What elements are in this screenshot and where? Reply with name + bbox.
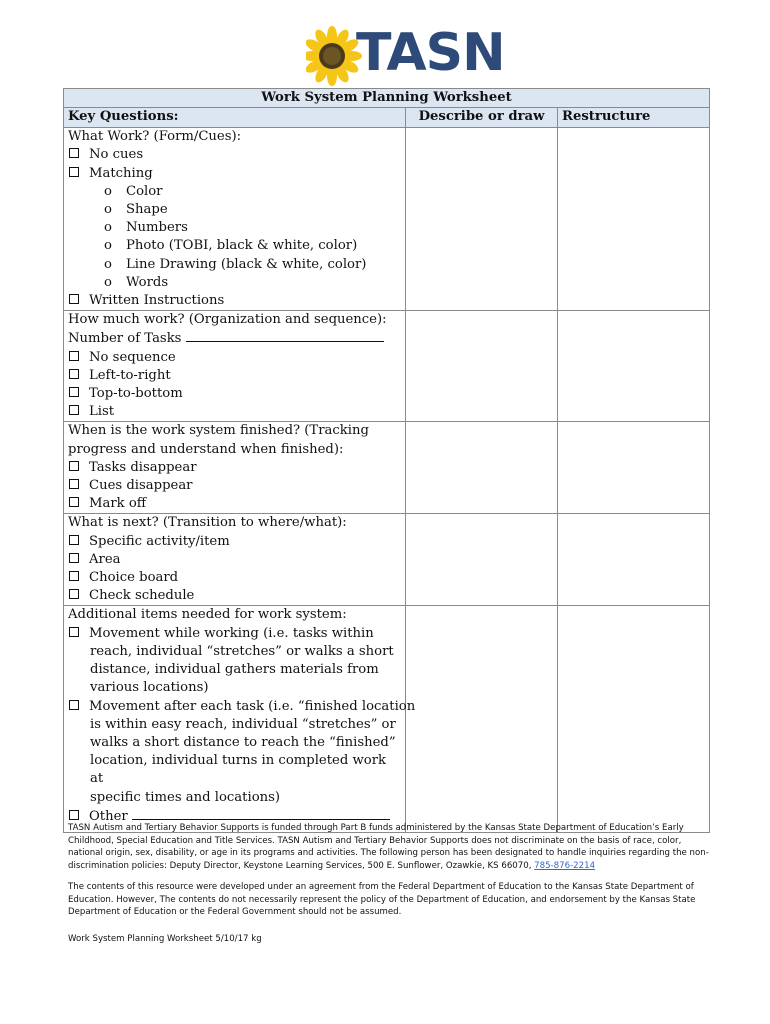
option-label: Shape	[126, 202, 168, 218]
section-heading: How much work? (Organization and sequence):	[68, 312, 387, 328]
option-label: Other	[89, 808, 128, 824]
option-label: Matching	[89, 165, 153, 181]
bullet-icon: o	[104, 274, 112, 290]
checkbox[interactable]	[69, 294, 79, 304]
disclaimer: The contents of this resource were developed under an agreement from the Federal Department of Education to the Kansas State Department of Education. However, The contents do not necessarily represent the policy of the Department of Education, and endorsement by the Kansas State Department of Education or the Federal Government should not be assumed.	[68, 882, 696, 918]
checkbox[interactable]	[69, 700, 79, 710]
option-label: Mark off	[89, 496, 147, 512]
checkbox[interactable]	[69, 497, 79, 507]
option-label: Tasks disappear	[89, 459, 197, 475]
option-label: No cues	[89, 147, 144, 163]
option-label: walks a short distance to reach the “finished”	[90, 734, 396, 750]
checkbox[interactable]	[69, 405, 79, 415]
option-label: Area	[89, 551, 121, 567]
describe-cell[interactable]	[406, 514, 558, 606]
tasn-logo	[306, 23, 505, 84]
option-label: specific times and locations)	[90, 789, 281, 805]
section-heading: What Work? (Form/Cues):	[68, 129, 242, 145]
describe-cell[interactable]	[406, 311, 558, 422]
option-label: Line Drawing (black & white, color)	[126, 256, 367, 272]
checkbox[interactable]	[69, 627, 79, 637]
option-label: location, individual turns in completed work at	[90, 753, 386, 787]
section-additional-items	[64, 606, 710, 832]
bullet-icon: o	[104, 256, 112, 272]
checkbox[interactable]	[69, 369, 79, 379]
checkbox[interactable]	[69, 167, 79, 177]
option-label: No sequence	[89, 349, 176, 365]
worksheet-table	[63, 88, 710, 833]
checkbox[interactable]	[69, 479, 79, 489]
checkbox[interactable]	[69, 461, 79, 471]
option-label: Cues disappear	[89, 478, 193, 494]
section-how-much-work	[64, 311, 710, 422]
checkbox[interactable]	[69, 571, 79, 581]
option-label: Movement while working (i.e. tasks within	[89, 625, 374, 641]
section-what-is-next	[64, 514, 710, 606]
option-label: Choice board	[89, 570, 179, 586]
option-label: List	[89, 404, 115, 420]
checkbox[interactable]	[69, 148, 79, 158]
section-heading: What is next? (Transition to where/what):	[68, 515, 347, 531]
restructure-cell[interactable]	[558, 422, 710, 514]
section-heading: When is the work system finished? (Tracking	[68, 423, 369, 439]
header-describe-or-draw: Describe or draw	[406, 108, 558, 128]
checkbox[interactable]	[69, 810, 79, 820]
option-label: Movement after each task (i.e. “finished location	[89, 698, 416, 714]
section-heading: Additional items needed for work system:	[68, 607, 347, 623]
restructure-cell[interactable]	[558, 311, 710, 422]
bullet-icon: o	[104, 238, 112, 254]
number-of-tasks-blank[interactable]	[186, 329, 384, 342]
option-label: various locations)	[90, 680, 209, 696]
describe-cell[interactable]	[406, 128, 558, 311]
option-label: Words	[126, 274, 169, 290]
header-key-questions: Key Questions:	[64, 108, 406, 128]
checkbox[interactable]	[69, 589, 79, 599]
checkbox[interactable]	[69, 535, 79, 545]
phone-link[interactable]: 785-876-2214	[534, 860, 596, 871]
checkbox[interactable]	[69, 553, 79, 563]
option-label: Left-to-right	[89, 367, 171, 383]
option-label: is within easy reach, individual “stretches” or	[90, 716, 396, 732]
logo-text: TASN	[356, 23, 505, 83]
funding-text: TASN Autism and Tertiary Behavior Supports is funded through Part B funds administered by the Kansas State Department of Education’s Early Childhood, Special Education and Title Services. TASN Autism and Tertiary Behavior Supports does not discriminate on the basis of race, color, national origin, sex, disability, or age in its programs and activities. The following person has been designated to handle inquiries regarding the non-discrimination policies: Deputy Director, Keystone Learning Services, 500 E. Sunflower, Ozawkie, KS 66070,	[68, 823, 709, 871]
worksheet-title: Work System Planning Worksheet	[64, 89, 710, 108]
option-label: Written Instructions	[89, 293, 225, 309]
checkbox[interactable]	[69, 351, 79, 361]
number-of-tasks-label: Number of Tasks	[68, 331, 182, 347]
option-label: Top-to-bottom	[89, 386, 183, 402]
section-when-finished	[64, 422, 710, 514]
describe-cell[interactable]	[406, 422, 558, 514]
option-label: Check schedule	[89, 588, 195, 604]
option-label: distance, individual gathers materials from	[90, 662, 379, 678]
other-blank[interactable]	[132, 807, 390, 820]
option-label: Color	[126, 183, 163, 199]
bullet-icon: o	[104, 183, 112, 199]
option-label: Numbers	[126, 220, 188, 236]
funding-statement	[68, 822, 718, 872]
checkbox[interactable]	[69, 387, 79, 397]
bullet-icon: o	[104, 202, 112, 218]
bullet-icon: o	[104, 220, 112, 236]
restructure-cell[interactable]	[558, 606, 710, 832]
option-label: Specific activity/item	[89, 533, 230, 549]
describe-cell[interactable]	[406, 606, 558, 832]
option-label: Photo (TOBI, black & white, color)	[126, 238, 358, 254]
section-heading: progress and understand when finished):	[68, 441, 344, 457]
document-id: Work System Planning Worksheet 5/10/17 kg	[68, 934, 262, 944]
header-restructure: Restructure	[558, 108, 710, 128]
restructure-cell[interactable]	[558, 128, 710, 311]
section-what-work	[64, 128, 710, 311]
restructure-cell[interactable]	[558, 514, 710, 606]
option-label: reach, individual “stretches” or walks a short	[90, 643, 394, 659]
